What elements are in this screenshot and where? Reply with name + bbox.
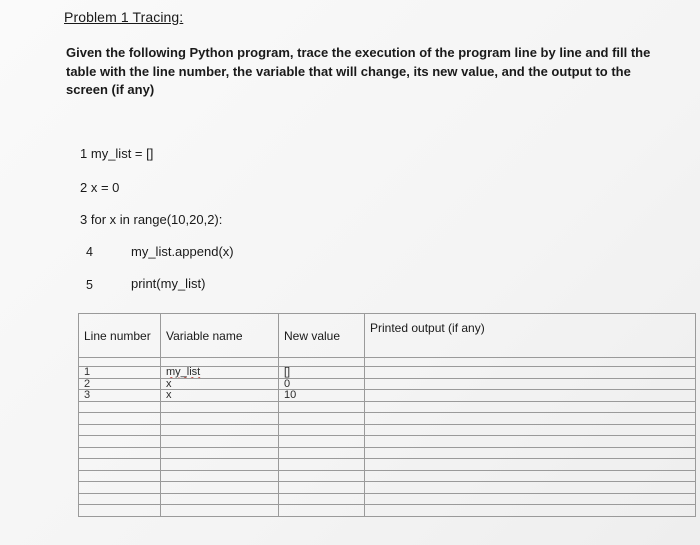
- variable-name-text: my_list: [166, 366, 201, 378]
- problem-instructions: Given the following Python program, trace the execution of the program line by line and fill the table with the line number, the variable that will change, its new value, and the output to the screen (if any): [66, 45, 651, 97]
- table-header-row: [79, 314, 696, 358]
- header-variable-name: Variable name: [161, 314, 279, 358]
- table-row: [79, 401, 696, 413]
- code-text: for x in range(10,20,2):: [90, 212, 223, 227]
- table-row: [79, 424, 696, 436]
- cell-printed-output[interactable]: [365, 378, 696, 390]
- line-number: 2: [80, 180, 88, 195]
- cell-printed-output[interactable]: [365, 390, 696, 402]
- table-row: [79, 378, 696, 390]
- line-number: 1: [80, 146, 88, 161]
- table-row: [79, 482, 696, 494]
- table-row: [79, 470, 696, 482]
- code-line-4: my_list.append(x): [131, 244, 234, 259]
- header-new-value: New value: [279, 314, 365, 358]
- code-text: my_list = []: [90, 146, 154, 161]
- table-row: [79, 367, 696, 379]
- table-row: [79, 390, 696, 402]
- cell-line-number[interactable]: 1: [79, 367, 161, 379]
- table-row: [79, 358, 696, 367]
- cell-new-value[interactable]: 0: [279, 378, 365, 390]
- table-row: [79, 459, 696, 471]
- table-row: [79, 493, 696, 505]
- code-text: x = 0: [90, 180, 120, 195]
- table-row: [79, 436, 696, 448]
- problem-title: Problem 1 Tracing:: [64, 9, 184, 25]
- code-line-3: [80, 212, 222, 227]
- cell-variable-name[interactable]: x: [161, 378, 279, 390]
- line-number: 5: [86, 278, 93, 292]
- cell-variable-name[interactable]: x: [161, 390, 279, 402]
- code-line-2: [80, 180, 119, 195]
- trace-table: [78, 313, 696, 517]
- cell-line-number[interactable]: 3: [79, 390, 161, 402]
- cell-printed-output[interactable]: [365, 367, 696, 379]
- cell-variable-name[interactable]: [161, 367, 279, 379]
- line-number: 4: [86, 245, 93, 259]
- table-row: [79, 447, 696, 459]
- code-line-5: print(my_list): [131, 276, 206, 291]
- code-line-1: [80, 146, 153, 161]
- table-row: [79, 413, 696, 425]
- cell-new-value[interactable]: []: [279, 367, 365, 379]
- header-printed-output: Printed output (if any): [365, 314, 696, 358]
- line-number: 3: [80, 212, 88, 227]
- header-line-number: Line number: [79, 314, 161, 358]
- cell-new-value[interactable]: 10: [279, 390, 365, 402]
- table-row: [79, 505, 696, 517]
- cell-line-number[interactable]: 2: [79, 378, 161, 390]
